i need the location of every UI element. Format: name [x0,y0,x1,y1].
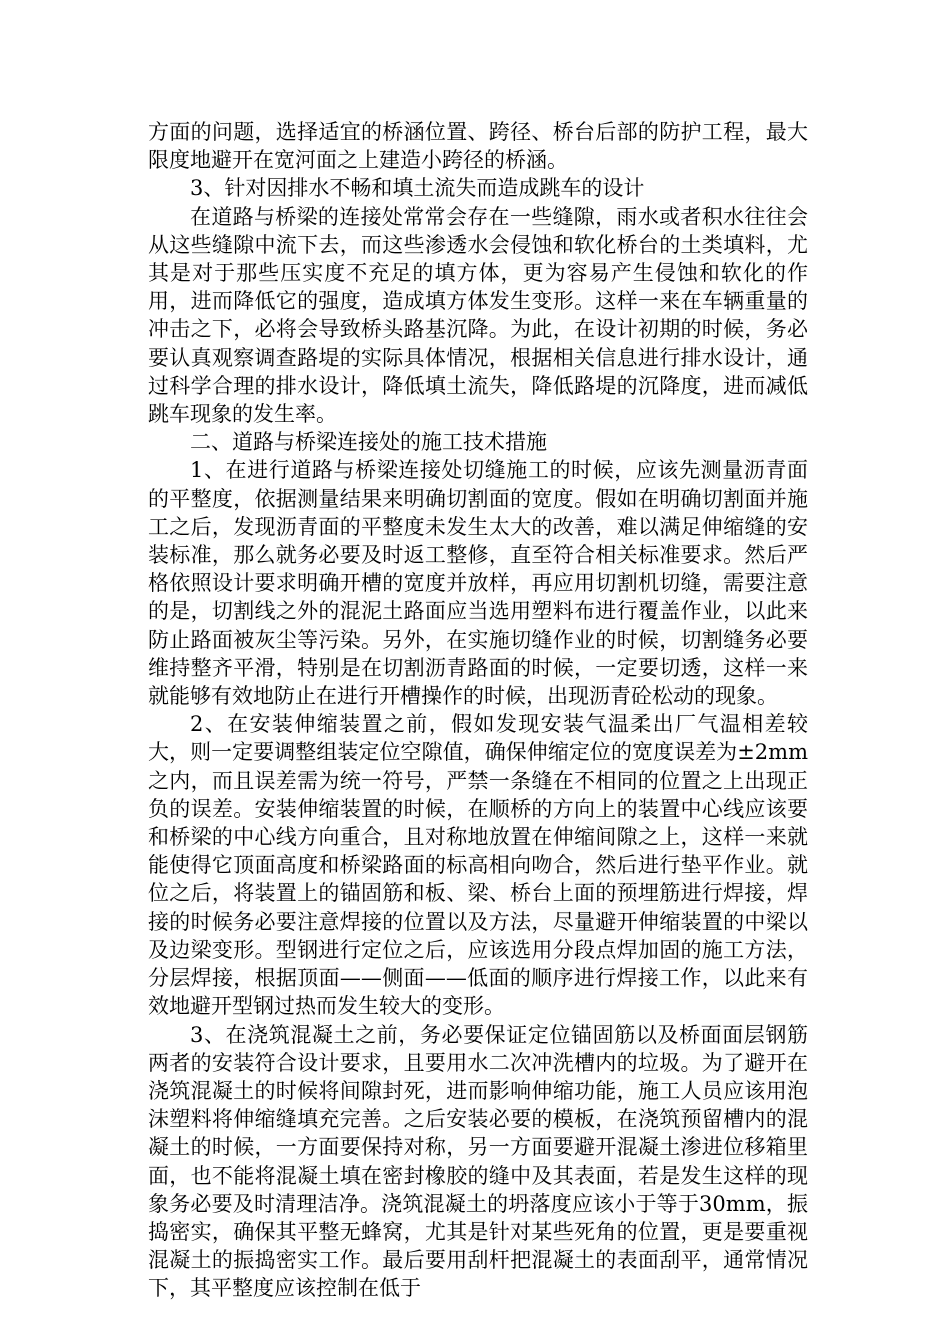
paragraph-cutting: 1、在进行道路与桥梁连接处切缝施工的时候，应该先测量沥青面的平整度，依据测量结果来明确切割面的宽度。假如在明确切割面并施工之后，发现沥青面的平整度未发生太大的改善，难以满足伸缩缝的安装标准，那么就务必要及时返工整修，直至符合相关标准要求。然后严格依照设计要求明确开槽的宽度并放样，再应用切割机切缝，需要注意的是，切割线之外的混泥土路面应当选用塑料布进行覆盖作业，以此来防止路面被灰尘等污染。另外，在实施切缝作业的时候，切割缝务必要维持整齐平滑，特别是在切割沥青路面的时候，一定要切透，这样一来就能够有效地防止在进行开槽操作的时候，出现沥青砼松动的现象。 [148,458,808,709]
paragraph-drainage: 在道路与桥梁的连接处常常会存在一些缝隙，雨水或者积水往往会从这些缝隙中流下去，而这些渗透水会侵蚀和软化桥台的土类填料，尤其是对于那些压实度不充足的填方体，更为容易产生侵蚀和软化的作用，进而降低它的强度，造成填方体发生变形。这样一来在车辆重量的冲击之下，必将会导致桥头路基沉降。为此，在设计初期的时候，务必要认真观察调查路堤的实际具体情况，根据相关信息进行排水设计，通过科学合理的排水设计，降低填土流失，降低路堤的沉降度，进而减低跳车现象的发生率。 [148,204,808,427]
paragraph-expansion-device: 2、在安装伸缩装置之前，假如发现安装气温柔出厂气温相差较大，则一定要调整组装定位空隙值，确保伸缩定位的宽度误差为±2mm之内，而且误差需为统一符号，严禁一条缝在不相同的位置之上出现正负的误差。安装伸缩装置的时候，在顺桥的方向上的装置中心线应该要和桥梁的中心线方向重合，且对称地放置在伸缩间隙之上，这样一来就能使得它顶面高度和桥梁路面的标高相向吻合，然后进行垫平作业。就位之后，将装置上的锚固筋和板、梁、桥台上面的预埋筋进行焊接，焊接的时候务必要注意焊接的位置以及方法，尽量避开伸缩装置的中梁以及边梁变形。型钢进行定位之后，应该选用分段点焊加固的施工方法，分层焊接，根据顶面——侧面——低面的顺序进行焊接工作，以此来有效地避开型钢过热而发生较大的变形。 [148,712,808,1019]
section-heading-construction: 二、道路与桥梁连接处的施工技术措施 [190,430,547,455]
heading-drainage-design: 3、针对因排水不畅和填土流失而造成跳车的设计 [190,176,645,201]
document-page [148,118,808,1303]
paragraph-concrete-pouring: 3、在浇筑混凝土之前，务必要保证定位锚固筋以及桥面面层钢筋两者的安装符合设计要求，且要用水二次冲洗槽内的垃圾。为了避开在浇筑混凝土的时候将间隙封死，进而影响伸缩功能，施工人员应该用泡沫塑料将伸缩缝填充完善。之后安装必要的模板，在浇筑预留槽内的混凝土的时候，一方面要保持对称，另一方面要避开混凝土渗进位移箱里面，也不能将混凝土填在密封橡胶的缝中及其表面，若是发生这样的现象务必要及时清理洁净。浇筑混凝土的坍落度应该小于等于30mm，振捣密实，确保其平整无蜂窝，尤其是针对某些死角的位置，更是要重视混凝土的振捣密实工作。最后要用刮杆把混凝土的表面刮平，通常情况下，其平整度应该控制在低于 [148,1022,808,1301]
paragraph-continuation: 方面的问题，选择适宜的桥涵位置、跨径、桥台后部的防护工程，最大限度地避开在宽河面之上建造小跨径的桥涵。 [148,120,808,173]
